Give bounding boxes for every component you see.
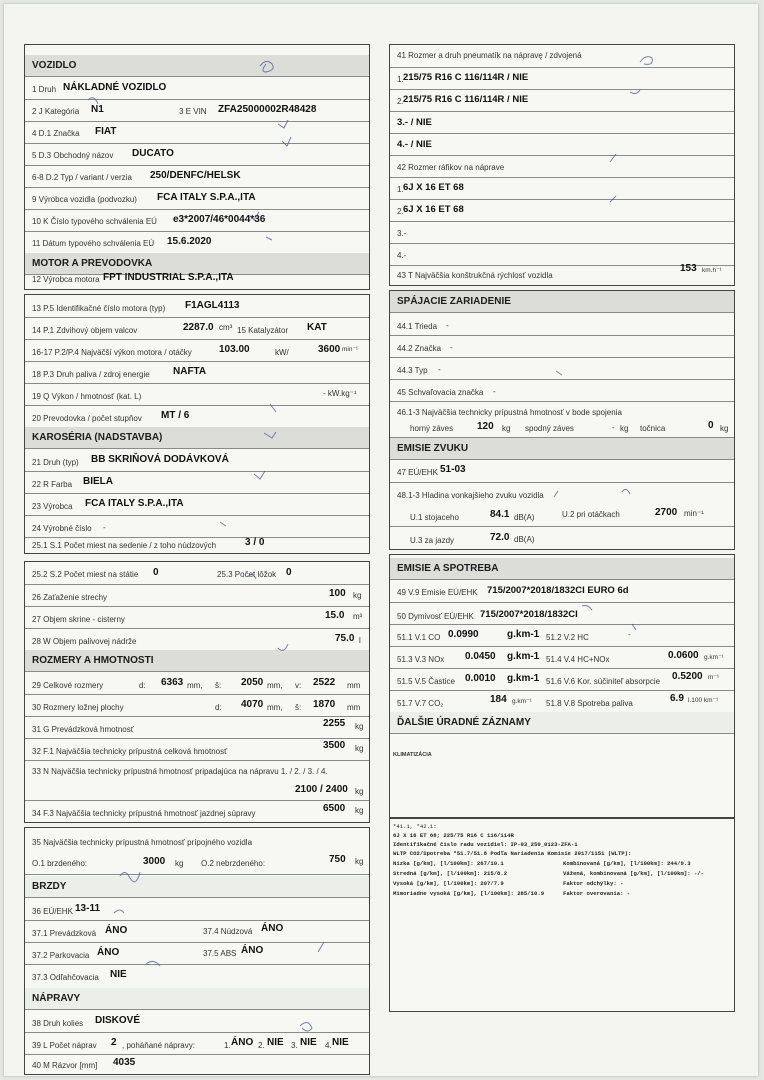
value-hmotnost-supravy: 6500 <box>323 803 346 814</box>
value-datum-schvalenia: 15.6.2020 <box>167 236 212 247</box>
label-48: 48.1-3 Hladina vonkajšieho zvuku vozidla <box>397 491 544 500</box>
value-prevodovka: MT / 6 <box>161 410 190 421</box>
label-pohanane: , poháňané nápravy: <box>122 1041 195 1050</box>
value-typ: 250/DENFC/HELSK <box>150 170 241 181</box>
label-50: 50 Dymivosť EÚ/EHK <box>397 612 474 621</box>
label-37-2: 37.2 Parkovacia <box>32 951 90 960</box>
value-emisie-predpis: 715/2007*2018/1832CI EURO 6d <box>487 585 629 596</box>
value-typove-schvalenie: e3*2007/46*0044*36 <box>173 214 266 225</box>
label-u1: U.1 stojaceho <box>410 513 459 522</box>
value-parkovacia-brzda: ÁNO <box>97 947 120 958</box>
label-51-7: 51.7 V.7 CO₂ <box>397 699 444 708</box>
value-max-speed: 153 <box>680 263 697 274</box>
label-21: 21 Druh (typ) <box>32 458 79 467</box>
unit-kg-spodny: kg <box>620 424 629 433</box>
axle-4-index: 4. <box>325 1041 332 1050</box>
unit-mm-30-s: mm <box>347 703 361 712</box>
value-zatazenie-strechy: 100 <box>329 588 346 599</box>
notes-block <box>393 822 731 922</box>
value-absorpcia: 0.5200 <box>672 671 703 682</box>
value-brzdene: 3000 <box>143 856 166 867</box>
unit-kmh: km.h⁻¹ <box>702 267 722 274</box>
unit-min: min⁻¹ <box>342 346 359 353</box>
value-tire-1: 215/75 R16 C 116/114R / NIE <box>403 72 529 83</box>
value-u3: 72.0 <box>490 532 510 543</box>
note-line-4: WLTP CO2/Spotreba *51.7/51.8 Podľa Nariadenia Komisie 2017/1151 (WLTP): <box>393 850 632 857</box>
unit-mm-29-v: mm <box>347 681 361 690</box>
unit-m3: m³ <box>353 612 363 621</box>
value-dlzka-plochy: 4070 <box>241 699 264 710</box>
label-tocnica: točnica <box>640 424 666 433</box>
value-tire-4: 4.- / NIE <box>397 139 432 150</box>
value-hc-nox: 0.0600 <box>668 650 699 661</box>
label-51-3: 51.3 V.3 NOx <box>397 655 445 664</box>
section-title-napravy: NÁPRAVY <box>25 988 369 1010</box>
value-rim-2: 6J X 16 ET 68 <box>403 204 464 215</box>
label-30-s: š: <box>295 703 302 712</box>
label-6-8: 6-8 D.2 Typ / variant / verzia <box>32 173 132 182</box>
label-horny-zaves: horný záves <box>410 424 454 433</box>
value-brzdy-predpis: 13-11 <box>75 903 101 914</box>
unit-spotreba: l.100 km⁻¹ <box>688 697 719 704</box>
value-schvalovacia-znacka: - <box>493 387 496 396</box>
value-razvor: 4035 <box>113 1057 136 1068</box>
unit-co2: g.km⁻¹ <box>512 698 532 705</box>
unit-kw: kW/ <box>275 348 289 357</box>
value-pocet-naprav: 2 <box>111 1037 117 1048</box>
unit-nox: g.km-1 <box>507 651 540 662</box>
unit-l: l <box>359 636 361 645</box>
value-celkova-hmotnost: 3500 <box>323 740 346 751</box>
label-18: 18 P.3 Druh paliva / zdroj energie <box>32 370 150 379</box>
unit-kwkg: - kW.kg⁻¹ <box>323 389 357 398</box>
value-rim-3: 3.- <box>397 229 407 238</box>
label-51-5: 51.5 V.5 Častice <box>397 677 455 686</box>
label-44-3: 44.3 Typ <box>397 366 428 375</box>
unit-cm3: cm³ <box>219 323 233 332</box>
label-4: 4 D.1 Značka <box>32 129 80 138</box>
label-42: 42 Rozmer ráfikov na náprave <box>397 163 505 172</box>
note-line-7a: Vysoká [g/km], [l/100km]: 207/7.9 <box>393 880 504 887</box>
section-pneumatiky <box>389 44 735 286</box>
registration-document <box>4 4 758 1076</box>
value-kategoria: N1 <box>91 104 104 115</box>
unit-u2: min⁻¹ <box>684 509 704 518</box>
label-u2: U.2 pri otáčkach <box>562 510 620 519</box>
value-horny-zaves: 120 <box>477 421 494 432</box>
section-title-vozidlo: VOZIDLO <box>25 55 369 77</box>
value-dlzka: 6363 <box>161 677 184 688</box>
label-37-1: 37.1 Prevádzková <box>32 929 97 938</box>
value-rim-4: 4.- <box>397 251 407 260</box>
label-51-8: 51.8 V.8 Spotreba paliva <box>546 699 633 708</box>
value-katalyzator: KAT <box>307 322 327 333</box>
label-33: 33 N Najväčšia technicky prípustná hmotnosť pripadajúca na nápravu 1. / 2. / 3. / 4. <box>32 767 328 776</box>
value-cislo-motora: F1AGL4113 <box>185 300 240 311</box>
note-line-7b: Faktor odchýlky: - <box>563 880 624 887</box>
note-line-8b: Faktor overovania: - <box>563 890 631 897</box>
unit-hc-nox: g.km⁻¹ <box>704 654 724 661</box>
label-3: 3 E VIN <box>179 107 207 116</box>
value-castice: 0.0010 <box>465 673 496 684</box>
section-vozidlo <box>24 44 370 290</box>
section-title-emisie: EMISIE A SPOTREBA <box>390 558 734 580</box>
label-20: 20 Prevodovka / počet stupňov <box>32 414 142 423</box>
label-26: 26 Zaťaženie strechy <box>32 593 108 602</box>
label-47: 47 EÚ/EHK <box>397 468 438 477</box>
value-otacky: 3600 <box>318 344 341 355</box>
note-line-8a: Mimoriadne vysoká [g/km], [l/100km]: 285/10.9 <box>393 890 545 897</box>
unit-kg-horny: kg <box>502 424 511 433</box>
value-trieda: - <box>446 321 449 330</box>
label-44-1: 44.1 Trieda <box>397 322 438 331</box>
value-druh: NÁKLADNÉ VOZIDLO <box>63 82 167 93</box>
label-29-d: d: <box>139 681 146 690</box>
note-line-5a: Nízka [g/km], [l/100km]: 267/10.1 <box>393 860 504 867</box>
value-objem-skrine: 15.0 <box>325 610 345 621</box>
rim-2-index: 2. <box>397 207 404 216</box>
value-obchodny-nazov: DUCATO <box>132 148 174 159</box>
label-25-2: 25.2 S.2 Počet miest na státie <box>32 570 139 579</box>
value-nebrzdene: 750 <box>329 854 346 865</box>
label-25-3: 25.3 Počet lôžok <box>217 570 277 579</box>
value-axle-2: NIE <box>267 1037 284 1048</box>
value-u1: 84.1 <box>490 509 510 520</box>
note-line-3: Identifikačné číslo radu vozidiel: IP-03_250_0123-ZFA-1 <box>393 841 578 848</box>
axle-3-index: 3. <box>291 1041 298 1050</box>
value-spodny-zaves: - <box>612 423 615 432</box>
value-sirka: 2050 <box>241 677 264 688</box>
label-15: 15 Katalyzátor <box>237 326 289 335</box>
value-miesta-sedenie: 3 / 0 <box>245 537 265 548</box>
label-14: 14 P.1 Zdvihový objem valcov <box>32 326 138 335</box>
label-51-4: 51.4 V.4 HC+NOx <box>546 655 610 664</box>
tire-2-index: 2. <box>397 97 404 106</box>
label-36: 36 EÚ/EHK <box>32 907 73 916</box>
value-axle-3: NIE <box>300 1037 317 1048</box>
text-klimatizacia: KLIMATIZÁCIA <box>393 752 432 758</box>
label-39: 39 L Počet náprav <box>32 1041 97 1050</box>
section-title-karoseria: KAROSÉRIA (NADSTAVBA) <box>25 427 369 449</box>
label-30-d: d: <box>215 703 222 712</box>
value-vyrobca-karoserie: FCA ITALY S.P.A.,ITA <box>85 498 184 509</box>
section-title-motor: MOTOR A PREVODOVKA <box>25 253 369 275</box>
value-co2: 184 <box>490 694 507 705</box>
value-vin: ZFA25000002R48428 <box>218 104 317 115</box>
value-lozka: 0 <box>286 567 292 578</box>
unit-co: g.km-1 <box>507 629 540 640</box>
label-22: 22 R Farba <box>32 480 73 489</box>
note-line-2: 6J X 16 ET 68; 225/75 R16 C 116/114R <box>393 832 514 839</box>
label-o1: O.1 brzdeného: <box>32 859 88 868</box>
unit-kg-tocnica: kg <box>720 424 729 433</box>
value-druh-kolies: DISKOVÉ <box>95 1015 141 1026</box>
value-axle-4: NIE <box>332 1037 349 1048</box>
value-druh-karoserie: BB SKRIŇOVÁ DODÁVKOVÁ <box>91 454 229 465</box>
value-spotreba: 6.9 <box>670 693 684 704</box>
unit-u3: dB(A) <box>514 535 535 544</box>
value-vyska: 2522 <box>313 677 336 688</box>
label-27: 27 Objem skrine - cisterny <box>32 615 125 624</box>
value-sirka-plochy: 1870 <box>313 699 336 710</box>
unit-u1: dB(A) <box>514 513 535 522</box>
label-11: 11 Dátum typového schválenia EÚ <box>32 239 155 248</box>
value-prevadzkova-brzda: ÁNO <box>105 925 128 936</box>
rim-1-index: 1. <box>397 185 404 194</box>
unit-kg-o2: kg <box>355 857 364 866</box>
section-motor-karoseria <box>24 294 370 554</box>
label-13: 13 P.5 Identifikačné číslo motora (typ) <box>32 304 166 313</box>
label-16-17: 16-17 P.2/P.4 Najväčší výkon motora / otáčky <box>32 348 192 357</box>
unit-kg-32: kg <box>355 744 364 753</box>
label-34: 34 F.3 Najväčšia technicky prípustná hmotnosť jazdnej súpravy <box>32 809 256 818</box>
value-rim-1: 6J X 16 ET 68 <box>403 182 464 193</box>
value-nudzova-brzda: ÁNO <box>261 923 284 934</box>
label-29-v: v: <box>295 681 302 690</box>
value-tocnica: 0 <box>708 420 714 431</box>
label-45: 45 Schvaľovacia značka <box>397 388 484 397</box>
value-abs: ÁNO <box>241 945 264 956</box>
unit-mm-30-d: mm, <box>267 703 283 712</box>
label-1: 1 Druh <box>32 85 57 94</box>
section-title-zvuk: EMISIE ZVUKU <box>390 438 734 460</box>
value-dymivost: 715/2007*2018/1832CI <box>480 609 578 620</box>
value-vykon: 103.00 <box>219 344 250 355</box>
unit-castice: g.km-1 <box>507 673 540 684</box>
label-43: 43 T Najväčšia konštrukčná rýchlosť vozidla <box>397 271 553 280</box>
value-prevadzkova-hmotnost: 2255 <box>323 718 346 729</box>
value-tire-3: 3.- / NIE <box>397 117 432 128</box>
section-emisie <box>389 554 735 818</box>
label-19: 19 Q Výkon / hmotnosť (kat. L) <box>32 392 142 401</box>
value-axle-1: ÁNO <box>231 1037 254 1048</box>
label-31: 31 G Prevádzková hmotnosť <box>32 725 134 734</box>
value-typ-zariadenia: - <box>438 365 441 374</box>
label-29: 29 Celkové rozmery <box>32 681 104 690</box>
label-32: 32 F.1 Najväčšia technicky prípustná celková hmotnosť <box>32 747 228 756</box>
label-23: 23 Výrobca <box>32 502 73 511</box>
label-41: 41 Rozmer a druh pneumatík na nápravę / zdvojená <box>397 51 582 60</box>
label-28: 28 W Objem palivovej nádrže <box>32 637 137 646</box>
label-49: 49 V.9 Emisie EÚ/EHK <box>397 588 478 597</box>
unit-kg-26: kg <box>353 591 362 600</box>
unit-kg-o1: kg <box>175 859 184 868</box>
label-37-5: 37.5 ABS <box>203 949 237 958</box>
label-35: 35 Najväčšia technicky prípustná hmotnosť prípojného vozidla <box>32 838 253 847</box>
axle-1-index: 1. <box>224 1041 231 1050</box>
unit-absorpcia: m⁻¹ <box>708 674 720 681</box>
value-hmotnost-naprav: 2100 / 2400 <box>295 784 348 795</box>
value-palivo: NAFTA <box>173 366 207 377</box>
label-51-6: 51.6 V.6 Kor. súčiniteľ absorpcie <box>546 677 661 686</box>
section-brzdy-napravy <box>24 827 370 1075</box>
label-46: 46.1-3 Najväčšia technicky prípustná hmotnosť v bode spojenia <box>397 408 622 417</box>
label-spodny-zaves: spodný záves <box>525 424 574 433</box>
value-hc: - <box>628 630 631 639</box>
section-spajacie-zvuk <box>389 290 735 550</box>
note-line-1: *41.1, *42.1: <box>393 823 437 830</box>
tire-1-index: 1. <box>397 75 404 84</box>
label-24: 24 Výrobné číslo <box>32 524 92 533</box>
label-51-2: 51.2 V.2 HC <box>546 633 589 642</box>
unit-kg-34: kg <box>355 806 364 815</box>
section-title-rozmery: ROZMERY A HMOTNOSTI <box>25 650 369 672</box>
value-vyrobca-vozidla: FCA ITALY S.P.A.,ITA <box>157 192 256 203</box>
label-2: 2 J Kategória <box>32 107 80 116</box>
value-objem: 2287.0 <box>183 322 214 333</box>
label-10: 10 K Číslo typového schválenia EÚ <box>32 217 157 226</box>
value-vyrobne-cislo: - <box>103 523 106 532</box>
label-29-s: š: <box>215 681 222 690</box>
section-title-spajacie: SPÁJACIE ZARIADENIE <box>390 291 734 313</box>
section-poznamky <box>389 818 735 1012</box>
unit-kg-33: kg <box>355 787 364 796</box>
label-51-1: 51.1 V.1 CO <box>397 633 441 642</box>
value-odlahcovacia-brzda: NIE <box>110 969 127 980</box>
unit-mm-29-d: mm, <box>187 681 203 690</box>
value-vyrobca-motora: FPT INDUSTRIAL S.P.A.,ITA <box>103 272 234 283</box>
section-title-zaznamy: ĎALŠIE ÚRADNÉ ZÁZNAMY <box>390 712 734 734</box>
value-tire-2: 215/75 R16 C 116/114R / NIE <box>403 94 529 105</box>
unit-mm-29-s: mm, <box>267 681 283 690</box>
value-miesta-statie: 0 <box>153 567 159 578</box>
label-12: 12 Výrobca motora <box>32 275 100 284</box>
label-25-1: 25.1 S.1 Počet miest na sedenie / z toho núdzových <box>32 541 217 550</box>
label-9: 9 Výrobca vozidla (podvozku) <box>32 195 137 204</box>
label-37-4: 37.4 Núdzová <box>203 927 253 936</box>
value-objem-nadrze: 75.0 <box>335 633 355 644</box>
label-37-3: 37.3 Odľahčovacia <box>32 973 99 982</box>
section-rozmery <box>24 561 370 823</box>
value-znacka-zariadenia: - <box>450 343 453 352</box>
value-zvuk-predpis: 51-03 <box>440 464 466 475</box>
label-30: 30 Rozmery ložnej plochy <box>32 703 124 712</box>
note-line-6a: Stredná [g/km], [l/100km]: 215/8.2 <box>393 870 508 877</box>
label-o2: O.2 nebrzdeného: <box>201 859 266 868</box>
axle-2-index: 2. <box>258 1041 265 1050</box>
note-line-5b: Kombinovaná [g/km], [l/100km]: 244/9.3 <box>563 860 691 867</box>
value-nox: 0.0450 <box>465 651 496 662</box>
label-44-2: 44.2 Značka <box>397 344 442 353</box>
unit-kg-31: kg <box>355 722 364 731</box>
label-5: 5 D.3 Obchodný názov <box>32 151 114 160</box>
section-title-brzdy: BRZDY <box>25 876 369 898</box>
label-38: 38 Druh kolies <box>32 1019 84 1028</box>
value-farba: BIELA <box>83 476 113 487</box>
label-40: 40 M Rázvor [mm] <box>32 1061 98 1070</box>
value-co: 0.0990 <box>448 629 479 640</box>
value-znacka: FIAT <box>95 126 117 137</box>
note-line-6b: Vážená, kombinovaná [g/km], [l/100km]: -/- <box>563 870 704 877</box>
label-u3: U.3 za jazdy <box>410 536 455 545</box>
value-u2: 2700 <box>655 507 678 518</box>
